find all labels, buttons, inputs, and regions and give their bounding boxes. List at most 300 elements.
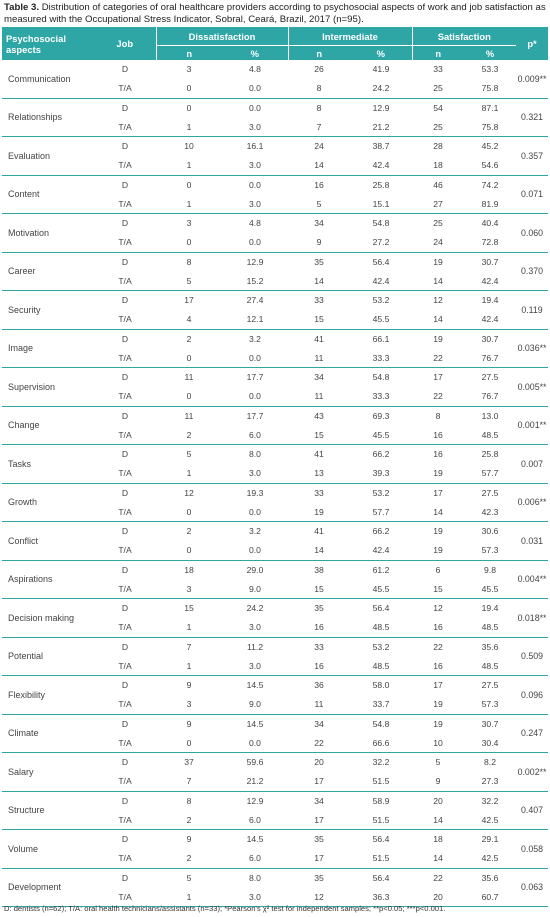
pct-cell: 42.4 xyxy=(464,271,516,290)
p-value-cell: 0.321 xyxy=(516,98,548,137)
pct-cell: 45.5 xyxy=(350,310,412,329)
job-cell: T/A xyxy=(94,233,156,252)
p-value-cell: 0.009** xyxy=(516,60,548,98)
caption-text: Distribution of categories of oral healthcare providers according to psychosocial aspects of work and job satisfaction as measured with the Occupational Stress Indicator, Sobral, Ceará, Brazil, 2017 (n=95). xyxy=(4,2,546,25)
aspect-cell: Image xyxy=(2,329,94,368)
table-row xyxy=(2,522,548,541)
pct-cell: 0.0 xyxy=(249,102,261,113)
n-cell: 22 xyxy=(288,733,350,752)
pct-cell: 66.2 xyxy=(372,526,390,537)
table-row xyxy=(2,791,548,810)
job-cell: T/A xyxy=(94,772,156,791)
n-cell: 33 xyxy=(314,641,324,652)
aspect-cell: Communication xyxy=(2,60,94,98)
header-pct: % xyxy=(222,46,288,61)
pct-cell: 32.2 xyxy=(372,757,390,768)
pct-cell: 27.5 xyxy=(481,680,499,691)
header-psychosocial-aspects: Psychosocial aspects xyxy=(2,27,94,60)
aspect-cell: Decision making xyxy=(2,599,94,638)
n-cell: 0 xyxy=(186,179,192,190)
job-cell: T/A xyxy=(94,194,156,213)
n-cell: 1 xyxy=(156,117,222,136)
pct-cell: 48.5 xyxy=(464,425,516,444)
job-cell: D xyxy=(121,872,129,883)
pct-cell: 27.2 xyxy=(350,233,412,252)
p-value-cell: 0.001** xyxy=(516,406,548,445)
n-cell: 3 xyxy=(156,579,222,598)
job-cell: D xyxy=(121,141,129,152)
pct-cell: 8.2 xyxy=(484,757,496,768)
n-cell: 22 xyxy=(412,348,464,367)
n-cell: 17 xyxy=(433,372,443,383)
pct-cell: 25.8 xyxy=(481,449,499,460)
n-cell: 1 xyxy=(156,464,222,483)
pct-cell: 30.4 xyxy=(464,733,516,752)
n-cell: 22 xyxy=(433,641,443,652)
header-n: n xyxy=(156,46,222,61)
n-cell: 3 xyxy=(186,218,192,229)
table-row xyxy=(2,560,548,579)
n-cell: 6 xyxy=(435,564,441,575)
n-cell: 22 xyxy=(412,387,464,406)
pct-cell: 48.5 xyxy=(350,656,412,675)
pct-cell: 74.2 xyxy=(481,179,499,190)
n-cell: 16 xyxy=(412,425,464,444)
n-cell: 24 xyxy=(314,141,324,152)
job-cell: T/A xyxy=(94,810,156,829)
pct-cell: 9.8 xyxy=(484,564,496,575)
pct-cell: 42.5 xyxy=(464,849,516,868)
aspect-cell: Flexibility xyxy=(2,676,94,715)
pct-cell: 12.9 xyxy=(246,795,264,806)
pct-cell: 3.0 xyxy=(222,156,288,175)
n-cell: 9 xyxy=(288,233,350,252)
n-cell: 19 xyxy=(412,695,464,714)
n-cell: 2 xyxy=(156,849,222,868)
n-cell: 41 xyxy=(314,526,324,537)
pct-cell: 0.0 xyxy=(222,233,288,252)
job-cell: D xyxy=(121,256,129,267)
n-cell: 11 xyxy=(184,410,194,421)
job-cell: D xyxy=(121,757,129,768)
p-value-cell: 0.060 xyxy=(516,214,548,253)
p-value-cell: 0.031 xyxy=(516,522,548,561)
job-cell: D xyxy=(121,410,129,421)
header-pct: % xyxy=(464,46,516,61)
n-cell: 17 xyxy=(184,295,194,306)
header-satisfaction: Satisfaction xyxy=(412,27,516,46)
job-cell: T/A xyxy=(94,579,156,598)
n-cell: 7 xyxy=(186,641,192,652)
n-cell: 37 xyxy=(184,757,194,768)
pct-cell: 21.2 xyxy=(222,772,288,791)
n-cell: 16 xyxy=(412,656,464,675)
pct-cell: 24.2 xyxy=(350,79,412,98)
n-cell: 7 xyxy=(156,772,222,791)
aspect-cell: Development xyxy=(2,868,94,907)
n-cell: 28 xyxy=(433,141,443,152)
pct-cell: 35.6 xyxy=(481,872,499,883)
n-cell: 25 xyxy=(412,79,464,98)
job-cell: D xyxy=(121,603,129,614)
job-cell: D xyxy=(121,564,129,575)
pct-cell: 14.5 xyxy=(246,680,264,691)
results-table xyxy=(2,27,548,907)
pct-cell: 57.3 xyxy=(464,541,516,560)
table-row xyxy=(2,868,548,887)
n-cell: 8 xyxy=(186,795,192,806)
aspect-cell: Relationships xyxy=(2,98,94,137)
pct-cell: 48.5 xyxy=(464,656,516,675)
table-row xyxy=(2,676,548,695)
pct-cell: 4.8 xyxy=(249,64,261,75)
n-cell: 0 xyxy=(156,387,222,406)
pct-cell: 33.3 xyxy=(350,387,412,406)
n-cell: 10 xyxy=(184,141,194,152)
n-cell: 17 xyxy=(288,849,350,868)
p-value-cell: 0.247 xyxy=(516,714,548,753)
pct-cell: 21.2 xyxy=(350,117,412,136)
job-cell: T/A xyxy=(94,387,156,406)
n-cell: 5 xyxy=(156,271,222,290)
pct-cell: 51.5 xyxy=(350,772,412,791)
pct-cell: 57.7 xyxy=(350,502,412,521)
aspect-cell: Motivation xyxy=(2,214,94,253)
table-row xyxy=(2,252,548,271)
header-intermediate: Intermediate xyxy=(288,27,412,46)
aspect-cell: Content xyxy=(2,175,94,214)
pct-cell: 6.0 xyxy=(222,425,288,444)
n-cell: 9 xyxy=(186,680,192,691)
n-cell: 9 xyxy=(412,772,464,791)
n-cell: 9 xyxy=(186,718,192,729)
job-cell: D xyxy=(121,295,129,306)
p-value-cell: 0.407 xyxy=(516,791,548,830)
pct-cell: 27.5 xyxy=(481,372,499,383)
p-value-cell: 0.007 xyxy=(516,445,548,484)
pct-cell: 42.4 xyxy=(464,310,516,329)
p-value-cell: 0.018** xyxy=(516,599,548,638)
pct-cell: 58.0 xyxy=(372,680,390,691)
pct-cell: 3.0 xyxy=(222,194,288,213)
pct-cell: 0.0 xyxy=(222,79,288,98)
table-row xyxy=(2,291,548,310)
n-cell: 0 xyxy=(156,502,222,521)
n-cell: 11 xyxy=(288,348,350,367)
table-row xyxy=(2,483,548,502)
n-cell: 8 xyxy=(435,410,441,421)
pct-cell: 33.7 xyxy=(350,695,412,714)
pct-cell: 29.1 xyxy=(481,834,499,845)
n-cell: 17 xyxy=(288,810,350,829)
pct-cell: 35.6 xyxy=(481,641,499,652)
p-value-cell: 0.357 xyxy=(516,137,548,176)
pct-cell: 17.7 xyxy=(246,372,264,383)
pct-cell: 42.5 xyxy=(464,810,516,829)
n-cell: 35 xyxy=(314,872,324,883)
n-cell: 5 xyxy=(186,449,192,460)
table-row xyxy=(2,830,548,849)
table-row xyxy=(2,60,548,79)
pct-cell: 0.0 xyxy=(249,179,261,190)
n-cell: 2 xyxy=(156,425,222,444)
n-cell: 0 xyxy=(186,102,192,113)
header-p-value: p* xyxy=(516,27,548,60)
pct-cell: 3.0 xyxy=(222,117,288,136)
n-cell: 5 xyxy=(288,194,350,213)
job-cell: T/A xyxy=(94,79,156,98)
n-cell: 1 xyxy=(156,194,222,213)
pct-cell: 0.0 xyxy=(222,387,288,406)
job-cell: T/A xyxy=(94,541,156,560)
pct-cell: 53.3 xyxy=(481,64,499,75)
pct-cell: 9.0 xyxy=(222,579,288,598)
job-cell: T/A xyxy=(94,733,156,752)
pct-cell: 3.2 xyxy=(249,333,261,344)
n-cell: 17 xyxy=(433,680,443,691)
job-cell: T/A xyxy=(94,618,156,637)
n-cell: 20 xyxy=(314,757,324,768)
n-cell: 15 xyxy=(184,603,194,614)
n-cell: 12 xyxy=(184,487,194,498)
pct-cell: 30.7 xyxy=(481,718,499,729)
n-cell: 16 xyxy=(314,179,324,190)
p-value-cell: 0.036** xyxy=(516,329,548,368)
n-cell: 26 xyxy=(314,64,324,75)
aspect-cell: Climate xyxy=(2,714,94,753)
pct-cell: 40.4 xyxy=(481,218,499,229)
n-cell: 14 xyxy=(288,156,350,175)
n-cell: 15 xyxy=(288,425,350,444)
table-row xyxy=(2,98,548,117)
header-dissatisfaction: Dissatisfaction xyxy=(156,27,288,46)
p-value-cell: 0.119 xyxy=(516,291,548,330)
n-cell: 2 xyxy=(186,333,192,344)
pct-cell: 32.2 xyxy=(481,795,499,806)
n-cell: 5 xyxy=(435,757,441,768)
table-row xyxy=(2,175,548,194)
n-cell: 5 xyxy=(186,872,192,883)
pct-cell: 14.5 xyxy=(246,834,264,845)
p-value-cell: 0.063 xyxy=(516,868,548,907)
aspect-cell: Conflict xyxy=(2,522,94,561)
pct-cell: 69.3 xyxy=(372,410,390,421)
pct-cell: 27.4 xyxy=(246,295,264,306)
n-cell: 33 xyxy=(314,295,324,306)
pct-cell: 12.1 xyxy=(222,310,288,329)
pct-cell: 3.0 xyxy=(222,656,288,675)
pct-cell: 66.6 xyxy=(350,733,412,752)
n-cell: 2 xyxy=(156,810,222,829)
job-cell: T/A xyxy=(94,271,156,290)
job-cell: T/A xyxy=(94,310,156,329)
pct-cell: 72.8 xyxy=(464,233,516,252)
n-cell: 34 xyxy=(314,718,324,729)
n-cell: 35 xyxy=(314,256,324,267)
n-cell: 22 xyxy=(433,872,443,883)
pct-cell: 3.0 xyxy=(222,464,288,483)
n-cell: 16 xyxy=(433,449,443,460)
pct-cell: 16.1 xyxy=(246,141,264,152)
n-cell: 3 xyxy=(186,64,192,75)
p-value-cell: 0.071 xyxy=(516,175,548,214)
n-cell: 8 xyxy=(288,79,350,98)
pct-cell: 56.4 xyxy=(372,834,390,845)
pct-cell: 19.4 xyxy=(481,295,499,306)
table-row xyxy=(2,637,548,656)
pct-cell: 12.9 xyxy=(372,102,390,113)
n-cell: 11 xyxy=(288,387,350,406)
n-cell: 12 xyxy=(288,887,350,906)
pct-cell: 56.4 xyxy=(372,256,390,267)
p-value-cell: 0.370 xyxy=(516,252,548,291)
n-cell: 19 xyxy=(433,718,443,729)
pct-cell: 9.0 xyxy=(222,695,288,714)
n-cell: 14 xyxy=(288,271,350,290)
job-cell: D xyxy=(121,487,129,498)
job-cell: D xyxy=(121,218,129,229)
n-cell: 16 xyxy=(288,618,350,637)
job-cell: T/A xyxy=(94,656,156,675)
n-cell: 11 xyxy=(184,372,194,383)
pct-cell: 61.2 xyxy=(372,564,390,575)
job-cell: T/A xyxy=(94,695,156,714)
pct-cell: 66.1 xyxy=(372,333,390,344)
n-cell: 14 xyxy=(412,310,464,329)
n-cell: 16 xyxy=(412,618,464,637)
pct-cell: 30.6 xyxy=(481,526,499,537)
n-cell: 41 xyxy=(314,449,324,460)
pct-cell: 30.7 xyxy=(481,333,499,344)
pct-cell: 24.2 xyxy=(246,603,264,614)
pct-cell: 41.9 xyxy=(372,64,390,75)
n-cell: 27 xyxy=(412,194,464,213)
pct-cell: 54.8 xyxy=(372,718,390,729)
job-cell: D xyxy=(121,795,129,806)
pct-cell: 15.1 xyxy=(350,194,412,213)
pct-cell: 39.3 xyxy=(350,464,412,483)
pct-cell: 56.4 xyxy=(372,872,390,883)
pct-cell: 0.0 xyxy=(222,733,288,752)
n-cell: 34 xyxy=(314,372,324,383)
aspect-cell: Evaluation xyxy=(2,137,94,176)
p-value-cell: 0.005** xyxy=(516,368,548,407)
table-row xyxy=(2,599,548,618)
n-cell: 25 xyxy=(412,117,464,136)
n-cell: 24 xyxy=(412,233,464,252)
table-row xyxy=(2,137,548,156)
header-job: Job xyxy=(94,27,156,60)
n-cell: 3 xyxy=(156,695,222,714)
header-pct: % xyxy=(350,46,412,61)
n-cell: 35 xyxy=(314,834,324,845)
caption-label: Table 3. xyxy=(4,2,40,13)
pct-cell: 45.5 xyxy=(350,579,412,598)
n-cell: 41 xyxy=(314,333,324,344)
aspect-cell: Volume xyxy=(2,830,94,869)
n-cell: 38 xyxy=(314,564,324,575)
pct-cell: 60.7 xyxy=(464,887,516,906)
pct-cell: 0.0 xyxy=(222,541,288,560)
table-row xyxy=(2,714,548,733)
pct-cell: 59.6 xyxy=(246,757,264,768)
p-value-cell: 0.006** xyxy=(516,483,548,522)
n-cell: 17 xyxy=(288,772,350,791)
table-row xyxy=(2,368,548,387)
pct-cell: 0.0 xyxy=(222,348,288,367)
job-cell: T/A xyxy=(94,887,156,906)
n-cell: 9 xyxy=(186,834,192,845)
job-cell: D xyxy=(121,102,129,113)
aspect-cell: Security xyxy=(2,291,94,330)
n-cell: 12 xyxy=(433,603,443,614)
aspect-cell: Career xyxy=(2,252,94,291)
job-cell: T/A xyxy=(94,464,156,483)
pct-cell: 76.7 xyxy=(464,348,516,367)
pct-cell: 57.7 xyxy=(464,464,516,483)
n-cell: 18 xyxy=(412,156,464,175)
aspect-cell: Salary xyxy=(2,753,94,792)
pct-cell: 56.4 xyxy=(372,603,390,614)
job-cell: D xyxy=(121,179,129,190)
n-cell: 15 xyxy=(288,579,350,598)
aspect-cell: Change xyxy=(2,406,94,445)
n-cell: 4 xyxy=(156,310,222,329)
table-body xyxy=(2,60,548,907)
n-cell: 43 xyxy=(314,410,324,421)
aspect-cell: Growth xyxy=(2,483,94,522)
n-cell: 19 xyxy=(288,502,350,521)
pct-cell: 87.1 xyxy=(481,102,499,113)
pct-cell: 54.6 xyxy=(464,156,516,175)
job-cell: D xyxy=(121,834,129,845)
pct-cell: 8.0 xyxy=(249,449,261,460)
pct-cell: 27.3 xyxy=(464,772,516,791)
pct-cell: 0.0 xyxy=(222,502,288,521)
pct-cell: 51.5 xyxy=(350,849,412,868)
p-value-cell: 0.096 xyxy=(516,676,548,715)
n-cell: 54 xyxy=(433,102,443,113)
job-cell: D xyxy=(121,680,129,691)
pct-cell: 57.3 xyxy=(464,695,516,714)
table-row xyxy=(2,406,548,425)
n-cell: 19 xyxy=(433,526,443,537)
job-cell: T/A xyxy=(94,849,156,868)
pct-cell: 42.4 xyxy=(350,271,412,290)
n-cell: 13 xyxy=(288,464,350,483)
n-cell: 19 xyxy=(412,464,464,483)
n-cell: 10 xyxy=(412,733,464,752)
job-cell: D xyxy=(121,333,129,344)
job-cell: D xyxy=(121,641,129,652)
n-cell: 14 xyxy=(412,502,464,521)
n-cell: 14 xyxy=(288,541,350,560)
pct-cell: 42.4 xyxy=(350,541,412,560)
n-cell: 2 xyxy=(186,526,192,537)
pct-cell: 25.8 xyxy=(372,179,390,190)
pct-cell: 12.9 xyxy=(246,256,264,267)
job-cell: T/A xyxy=(94,425,156,444)
n-cell: 19 xyxy=(433,256,443,267)
aspect-cell: Tasks xyxy=(2,445,94,484)
aspect-cell: Aspirations xyxy=(2,560,94,599)
n-cell: 11 xyxy=(288,695,350,714)
n-cell: 35 xyxy=(314,603,324,614)
pct-cell: 30.7 xyxy=(481,256,499,267)
job-cell: T/A xyxy=(94,156,156,175)
job-cell: T/A xyxy=(94,348,156,367)
pct-cell: 15.2 xyxy=(222,271,288,290)
